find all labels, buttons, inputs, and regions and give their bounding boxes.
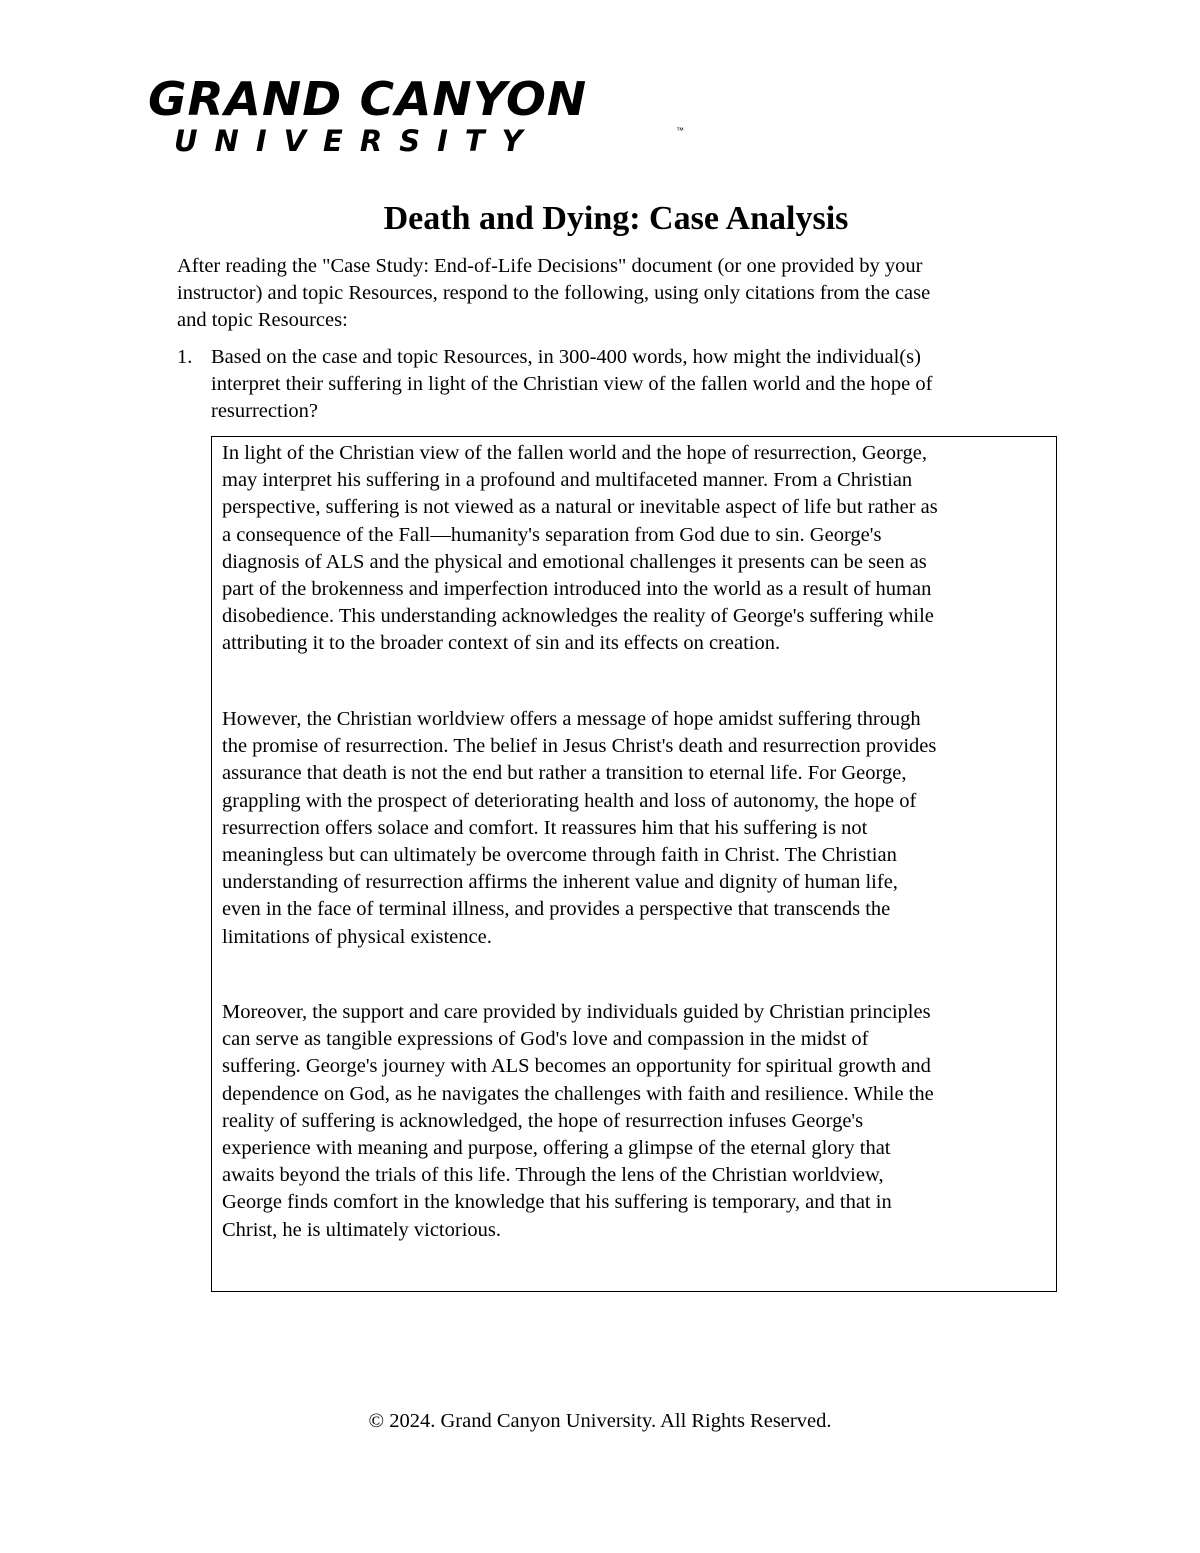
answer-line: diagnosis of ALS and the physical and emotional challenges it presents can be seen as [222, 550, 927, 573]
instructions [177, 253, 1057, 334]
answer-line: disobedience. This understanding acknowledges the reality of George's suffering while [222, 605, 934, 628]
question-line: resurrection? [211, 400, 318, 422]
answer-line: perspective, suffering is not viewed as a natural or inevitable aspect of life but rather as [222, 496, 938, 519]
question-line: Based on the case and topic Resources, in 300-400 words, how might the individual(s) [211, 346, 921, 368]
answer-paragraph-2 [222, 706, 1052, 951]
answer-paragraph-3 [222, 999, 1052, 1244]
answer-line: dependence on God, as he navigates the challenges with faith and resilience. While the [222, 1082, 934, 1105]
page-title: Death and Dying: Case Analysis [383, 200, 849, 237]
instructions-line: After reading the "Case Study: End-of-Life Decisions" document (or one provided by your [177, 255, 923, 277]
university-logo [148, 72, 684, 160]
question-line: interpret their suffering in light of the Christian view of the fallen world and the hope of [211, 373, 933, 395]
answer-line: However, the Christian worldview offers a message of hope amidst suffering through [222, 708, 921, 730]
answer-line: can serve as tangible expressions of God's love and compassion in the midst of [222, 1028, 869, 1051]
logo-trademark: ™ [676, 126, 684, 135]
answer-line: awaits beyond the trials of this life. Through the lens of the Christian worldview, [222, 1164, 884, 1187]
answer-line: Christ, he is ultimately victorious. [222, 1218, 502, 1241]
answer-line: Moreover, the support and care provided by individuals guided by Christian principles [222, 1001, 931, 1023]
answer-line: understanding of resurrection affirms the inherent value and dignity of human life, [222, 871, 898, 894]
question-text [211, 344, 1061, 425]
answer-line: part of the brokenness and imperfection introduced into the world as a result of human [222, 578, 932, 601]
answer-line: assurance that death is not the end but rather a transition to eternal life. For George, [222, 762, 907, 785]
answer-paragraph-1 [222, 440, 1052, 658]
answer-line: a consequence of the Fall—humanity's separation from God due to sin. George's [222, 523, 882, 546]
answer-line: suffering. George's journey with ALS becomes an opportunity for spiritual growth and [222, 1055, 931, 1078]
answer-line: reality of suffering is acknowledged, the hope of resurrection infuses George's [222, 1109, 864, 1132]
answer-line: meaningless but can ultimately be overcome through faith in Christ. The Christian [222, 844, 897, 867]
question-number: 1. [177, 346, 193, 368]
instructions-line: and topic Resources: [177, 309, 348, 331]
answer-line: attributing it to the broader context of sin and its effects on creation. [222, 632, 781, 655]
answer-line: In light of the Christian view of the fallen world and the hope of resurrection, George, [222, 442, 927, 464]
answer-line: the promise of resurrection. The belief in Jesus Christ's death and resurrection provides [222, 735, 937, 758]
answer-line: George finds comfort in the knowledge that his suffering is temporary, and that in [222, 1191, 892, 1214]
logo-wordmark-line1: GRAND CANYON [148, 72, 588, 126]
instructions-line: instructor) and topic Resources, respond to the following, using only citations from the case [177, 282, 931, 304]
answer-line: even in the face of terminal illness, and provides a perspective that transcends the [222, 898, 891, 921]
answer-line: grappling with the prospect of deteriorating health and loss of autonomy, the hope of [222, 789, 917, 812]
copyright-footer: © 2024. Grand Canyon University. All Rights Reserved. [368, 1410, 832, 1432]
answer-line: limitations of physical existence. [222, 925, 492, 948]
answer-line: resurrection offers solace and comfort. It reassures him that his suffering is not [222, 816, 868, 839]
answer-line: may interpret his suffering in a profound and multifaceted manner. From a Christian [222, 469, 913, 492]
logo-wordmark-line2: UNIVERSITY [174, 124, 540, 158]
answer-line: experience with meaning and purpose, offering a glimpse of the eternal glory that [222, 1137, 891, 1160]
